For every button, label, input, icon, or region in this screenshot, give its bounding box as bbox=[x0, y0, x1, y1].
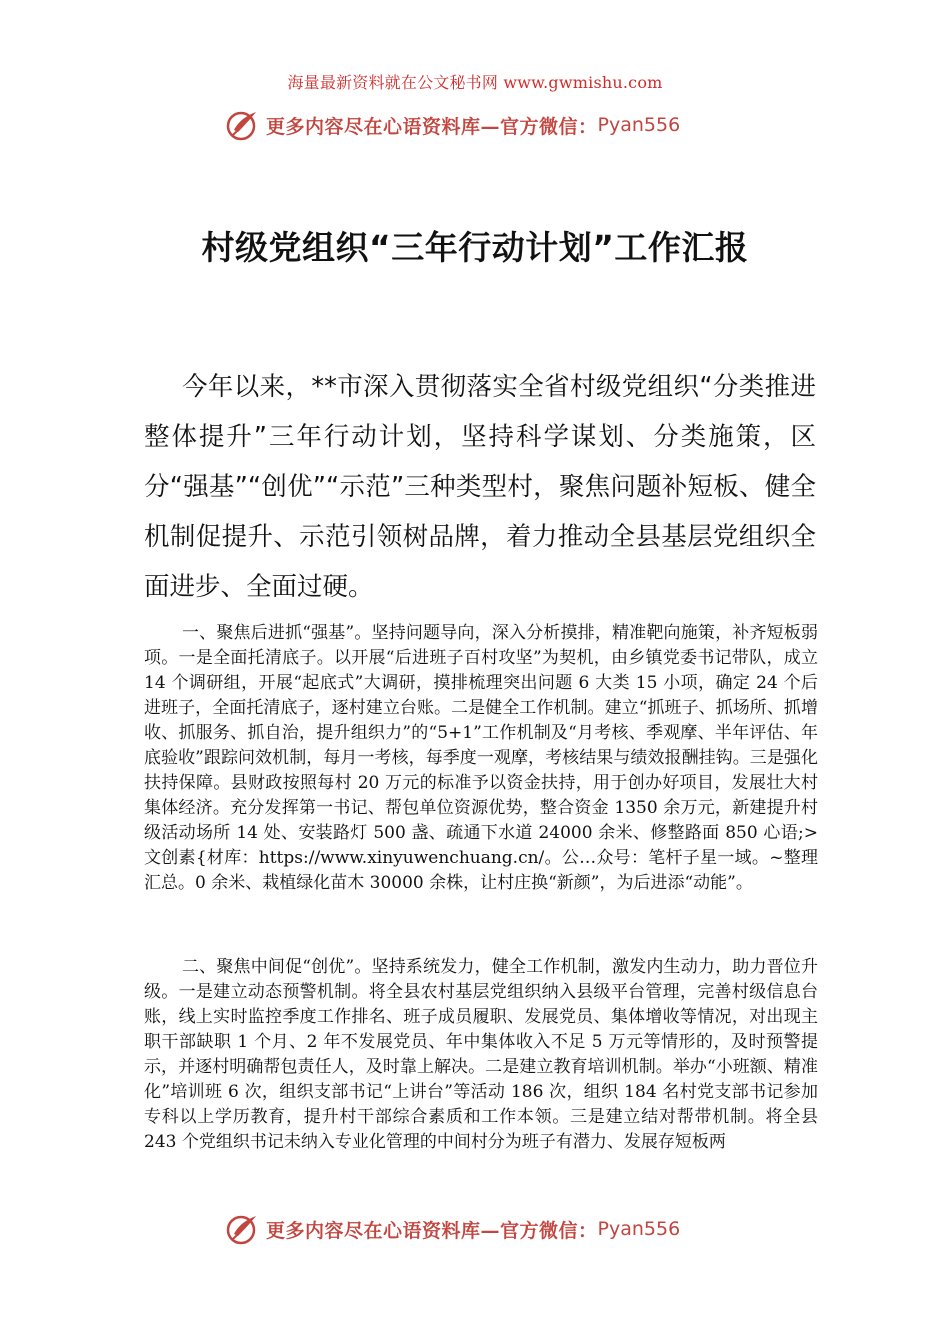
body-paragraph-2: 二、聚焦中间促“创优”。坚持系统发力，健全工作机制，激发内生动力，助力晋位升级。一是建立动态预警机制。将全县农村基层党组织纳入县级平台管理，完善村级信息台账，线上实时监控季度工作排名、班子成员履职、发展党员、集体增收等情况，对出现主职干部缺职 1 个月、2 年不发展党员、年中集体收入不足 5 万元等情形的，及时预警提示，并逐村明确帮包责任人，及时靠上解决。二是建立教育培训机制。举办“小班额、精准化”培训班 6 次，组织支部书记“上讲台”等活动 186 次，组织 184 名村党支部书记参加专科以上学历教育，提升村干部综合素质和工作本领。三是建立结对帮带机制。将全县 243 个党组织书记未纳入专业化管理的中间村分为班子有潜力、发展存短板两 bbox=[144, 957, 818, 1152]
document-title: 村级党组织“三年行动计划”工作汇报 bbox=[201, 228, 749, 267]
quill-logo-icon bbox=[226, 108, 260, 142]
footer-banner-text: 更多内容尽在心语资料库—官方微信： bbox=[266, 1219, 598, 1242]
banner-wechat-id: Pyan556 bbox=[597, 114, 681, 136]
quill-logo-icon bbox=[226, 1212, 260, 1246]
header-banner bbox=[226, 108, 746, 142]
footer-banner bbox=[226, 1212, 746, 1246]
body-paragraph-1: 一、聚焦后进抓“强基”。坚持问题导向，深入分析摸排，精准靶向施策，补齐短板弱项。一是全面托清底子。以开展“后进班子百村攻坚”为契机，由乡镇党委书记带队，成立 14 个调研组，开展“起底式”大调研，摸排梳理突出问题 6 大类 15 小项，确定 24 个后进班子，全面托清底子，逐村建立台账。二是健全工作机制。建立“抓班子、抓场所、抓增收、抓服务、抓自治，提升组织力”的“5+1”工作机制及“月考核、季观摩、半年评估、年底验收”跟踪问效机制，每月一考核，每季度一观摩，考核结果与绩效报酬挂钩。三是强化扶持保障。县财政按照每村 20 万元的标准予以资金扶持，用于创办好项目，发展壮大村集体经济。充分发挥第一书记、帮包单位资源优势，整合资金 1350 余万元，新建提升村级活动场所 14 处、安装路灯 500 盏、疏通下水道 24000 余米、修整路面 850 心语;>文创素{材库：https://www.xinyuwenchuang.cn/。公…众号：笔杆子星一域。~整理汇总。0 余米、栽植绿化苗木 30000 余株，让村庄换“新颜”，为后进添“动能”。 bbox=[144, 623, 818, 893]
footer-banner-wechat-id: Pyan556 bbox=[597, 1218, 681, 1240]
top-website-link[interactable]: 海量最新资料就在公文秘书网 www.gwmishu.com bbox=[287, 73, 663, 92]
intro-paragraph: 今年以来，**市深入贯彻落实全省村级党组织“分类推进整体提升”三年行动计划，坚持科学谋划、分类施策，区分“强基”“创优”“示范”三种类型村，聚焦问题补短板、健全机制促提升、示范引领树品牌，着力推动全县基层党组织全面进步、全面过硬。 bbox=[144, 372, 816, 602]
banner-text: 更多内容尽在心语资料库—官方微信： bbox=[266, 115, 598, 138]
